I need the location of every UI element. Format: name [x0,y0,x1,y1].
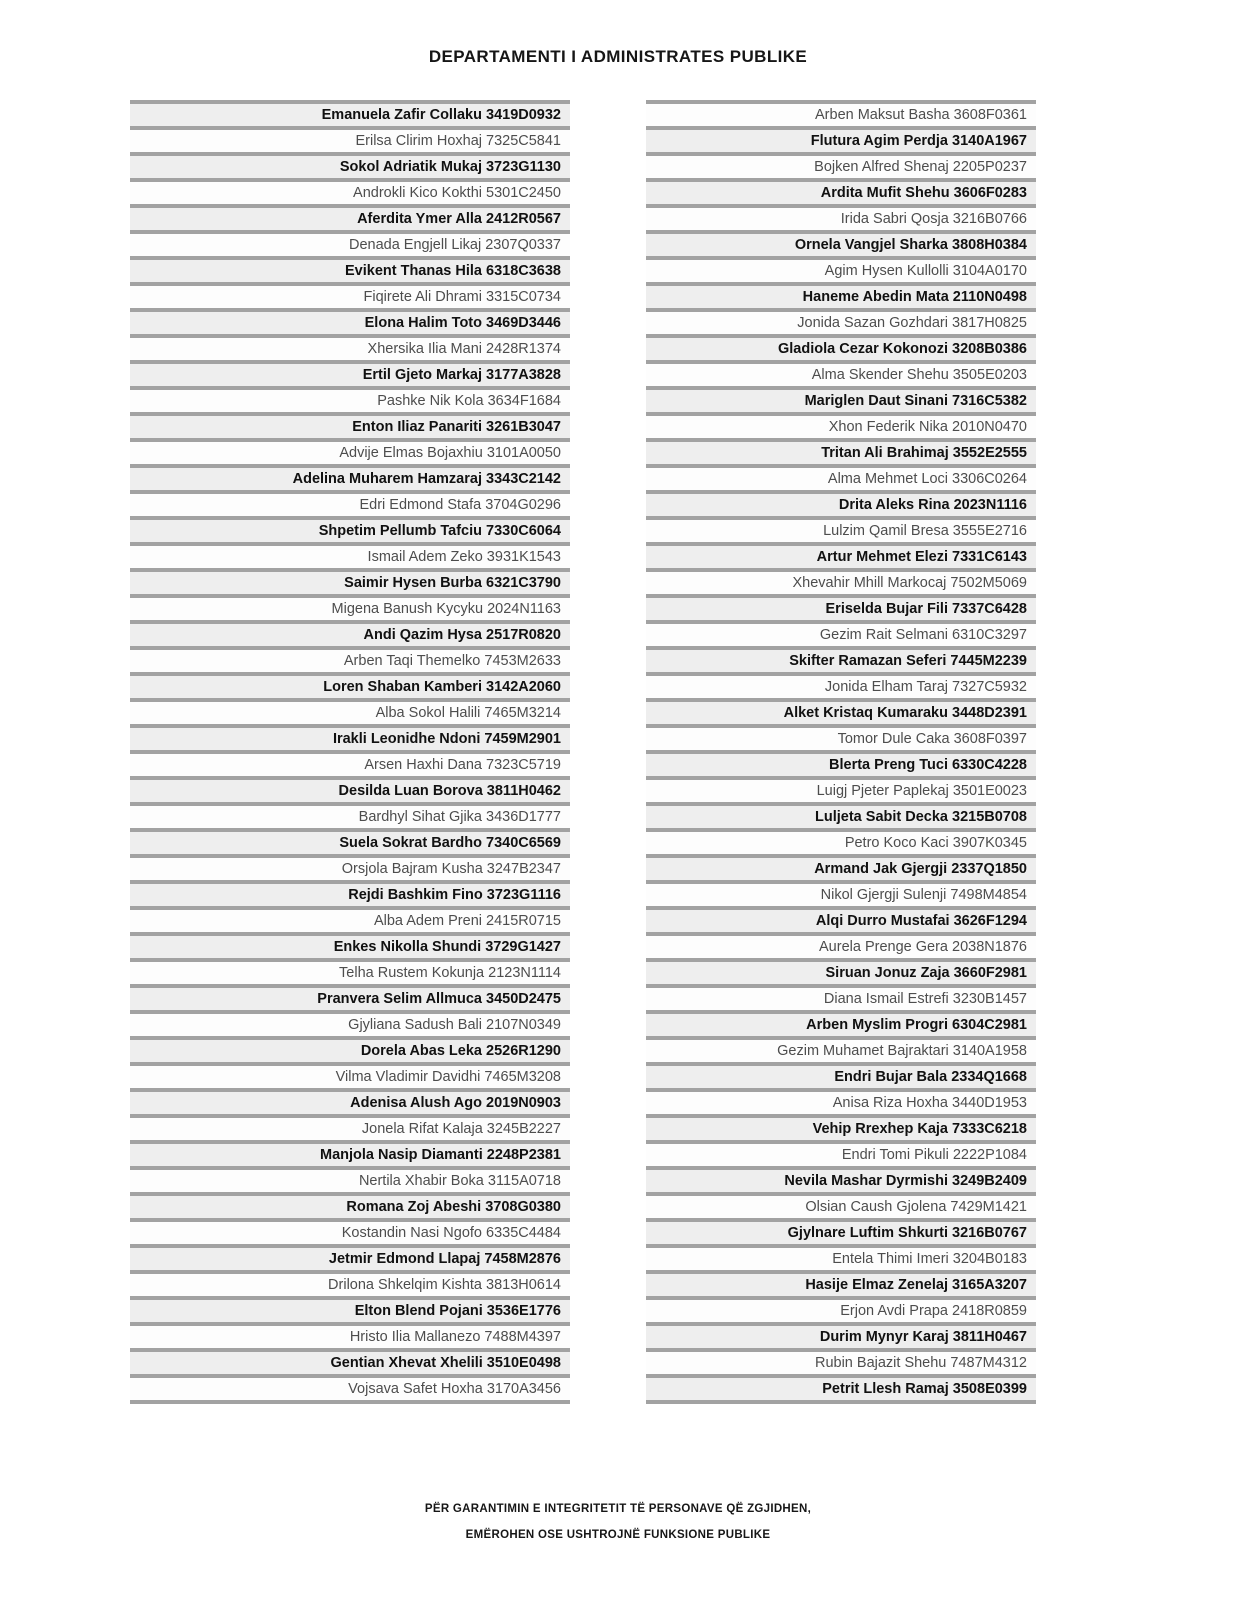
roster-row: Endri Tomi Pikuli 2222P1084 [646,1140,1036,1166]
roster-row: Gentian Xhevat Xhelili 3510E0498 [130,1348,570,1374]
roster-row: Desilda Luan Borova 3811H0462 [130,776,570,802]
roster-row: Hasije Elmaz Zenelaj 3165A3207 [646,1270,1036,1296]
roster-row: Irida Sabri Qosja 3216B0766 [646,204,1036,230]
roster-row: Evikent Thanas Hila 6318C3638 [130,256,570,282]
roster-row: Andi Qazim Hysa 2517R0820 [130,620,570,646]
roster-row: Gladiola Cezar Kokonozi 3208B0386 [646,334,1036,360]
roster-row: Irakli Leonidhe Ndoni 7459M2901 [130,724,570,750]
roster-row: Aurela Prenge Gera 2038N1876 [646,932,1036,958]
roster-row: Jetmir Edmond Llapaj 7458M2876 [130,1244,570,1270]
roster-row: Sokol Adriatik Mukaj 3723G1130 [130,152,570,178]
roster-column-right [646,100,1036,1404]
roster-row: Alba Adem Preni 2415R0715 [130,906,570,932]
roster-row: Elton Blend Pojani 3536E1776 [130,1296,570,1322]
roster-row: Adelina Muharem Hamzaraj 3343C2142 [130,464,570,490]
page-title: DEPARTAMENTI I ADMINISTRATES PUBLIKE [428,47,808,66]
roster-row: Lulzim Qamil Bresa 3555E2716 [646,516,1036,542]
roster-row: Alket Kristaq Kumaraku 3448D2391 [646,698,1036,724]
roster-row: Artur Mehmet Elezi 7331C6143 [646,542,1036,568]
roster-row: Drilona Shkelqim Kishta 3813H0614 [130,1270,570,1296]
roster-row: Elona Halim Toto 3469D3446 [130,308,570,334]
roster-row: Enton Iliaz Panariti 3261B3047 [130,412,570,438]
roster-row: Alma Skender Shehu 3505E0203 [646,360,1036,386]
roster-row: Erjon Avdi Prapa 2418R0859 [646,1296,1036,1322]
roster-row: Fiqirete Ali Dhrami 3315C0734 [130,282,570,308]
roster-row: Arben Maksut Basha 3608F0361 [646,100,1036,126]
roster-row: Nikol Gjergji Sulenji 7498M4854 [646,880,1036,906]
roster-row: Orsjola Bajram Kusha 3247B2347 [130,854,570,880]
roster-row: Durim Mynyr Karaj 3811H0467 [646,1322,1036,1348]
roster-row: Dorela Abas Leka 2526R1290 [130,1036,570,1062]
roster-row: Tomor Dule Caka 3608F0397 [646,724,1036,750]
roster-row: Bojken Alfred Shenaj 2205P0237 [646,152,1036,178]
roster-row: Pranvera Selim Allmuca 3450D2475 [130,984,570,1010]
roster-row: Ismail Adem Zeko 3931K1543 [130,542,570,568]
roster-row: Olsian Caush Gjolena 7429M1421 [646,1192,1036,1218]
roster-row: Vojsava Safet Hoxha 3170A3456 [130,1374,570,1400]
roster-row: Blerta Preng Tuci 6330C4228 [646,750,1036,776]
roster-row: Arben Taqi Themelko 7453M2633 [130,646,570,672]
roster-row: Vilma Vladimir Davidhi 7465M3208 [130,1062,570,1088]
roster-row: Haneme Abedin Mata 2110N0498 [646,282,1036,308]
roster-row: Siruan Jonuz Zaja 3660F2981 [646,958,1036,984]
roster-row: Anisa Riza Hoxha 3440D1953 [646,1088,1036,1114]
roster-row: Arben Myslim Progri 6304C2981 [646,1010,1036,1036]
roster-row: Jonela Rifat Kalaja 3245B2227 [130,1114,570,1140]
roster-row: Erilsa Clirim Hoxhaj 7325C5841 [130,126,570,152]
roster-row: Ertil Gjeto Markaj 3177A3828 [130,360,570,386]
roster-row: Petro Koco Kaci 3907K0345 [646,828,1036,854]
roster-row: Petrit Llesh Ramaj 3508E0399 [646,1374,1036,1400]
roster-row: Xhevahir Mhill Markocaj 7502M5069 [646,568,1036,594]
roster-row: Manjola Nasip Diamanti 2248P2381 [130,1140,570,1166]
roster-row: Alma Mehmet Loci 3306C0264 [646,464,1036,490]
roster-row: Xhon Federik Nika 2010N0470 [646,412,1036,438]
roster-row: Loren Shaban Kamberi 3142A2060 [130,672,570,698]
roster-row: Jonida Elham Taraj 7327C5932 [646,672,1036,698]
roster-row: Alba Sokol Halili 7465M3214 [130,698,570,724]
footer-line-1: PËR GARANTIMIN E INTEGRITETIT TË PERSONAVE QË ZGJIDHEN, [424,1503,812,1515]
roster [130,100,1236,1404]
roster-row: Gezim Muhamet Bajraktari 3140A1958 [646,1036,1036,1062]
roster-row: Ardita Mufit Shehu 3606F0283 [646,178,1036,204]
roster-row: Romana Zoj Abeshi 3708G0380 [130,1192,570,1218]
roster-row: Diana Ismail Estrefi 3230B1457 [646,984,1036,1010]
roster-row: Rubin Bajazit Shehu 7487M4312 [646,1348,1036,1374]
roster-row: Xhersika Ilia Mani 2428R1374 [130,334,570,360]
roster-row: Nevila Mashar Dyrmishi 3249B2409 [646,1166,1036,1192]
roster-row: Drita Aleks Rina 2023N1116 [646,490,1036,516]
roster-row: Gjyliana Sadush Bali 2107N0349 [130,1010,570,1036]
roster-row: Telha Rustem Kokunja 2123N1114 [130,958,570,984]
roster-row: Enkes Nikolla Shundi 3729G1427 [130,932,570,958]
roster-row: Luigj Pjeter Paplekaj 3501E0023 [646,776,1036,802]
roster-row: Denada Engjell Likaj 2307Q0337 [130,230,570,256]
footer [0,1496,1236,1548]
roster-row: Hristo Ilia Mallanezo 7488M4397 [130,1322,570,1348]
roster-row: Emanuela Zafir Collaku 3419D0932 [130,100,570,126]
roster-row: Mariglen Daut Sinani 7316C5382 [646,386,1036,412]
roster-row: Migena Banush Kycyku 2024N1163 [130,594,570,620]
roster-row: Jonida Sazan Gozhdari 3817H0825 [646,308,1036,334]
roster-row: Skifter Ramazan Seferi 7445M2239 [646,646,1036,672]
roster-row: Eriselda Bujar Fili 7337C6428 [646,594,1036,620]
roster-column-left [130,100,570,1404]
roster-row: Alqi Durro Mustafai 3626F1294 [646,906,1036,932]
roster-row: Entela Thimi Imeri 3204B0183 [646,1244,1036,1270]
roster-row: Nertila Xhabir Boka 3115A0718 [130,1166,570,1192]
roster-row: Luljeta Sabit Decka 3215B0708 [646,802,1036,828]
roster-row: Advije Elmas Bojaxhiu 3101A0050 [130,438,570,464]
roster-row: Androkli Kico Kokthi 5301C2450 [130,178,570,204]
roster-row: Adenisa Alush Ago 2019N0903 [130,1088,570,1114]
roster-row: Endri Bujar Bala 2334Q1668 [646,1062,1036,1088]
roster-row: Kostandin Nasi Ngofo 6335C4484 [130,1218,570,1244]
footer-line-2: EMËROHEN OSE USHTROJNË FUNKSIONE PUBLIKE [465,1529,771,1541]
roster-row: Agim Hysen Kullolli 3104A0170 [646,256,1036,282]
roster-row: Pashke Nik Kola 3634F1684 [130,386,570,412]
roster-row: Gezim Rait Selmani 6310C3297 [646,620,1036,646]
roster-row: Arsen Haxhi Dana 7323C5719 [130,750,570,776]
roster-row: Edri Edmond Stafa 3704G0296 [130,490,570,516]
roster-row: Suela Sokrat Bardho 7340C6569 [130,828,570,854]
roster-row: Armand Jak Gjergji 2337Q1850 [646,854,1036,880]
roster-row: Gjylnare Luftim Shkurti 3216B0767 [646,1218,1036,1244]
roster-row: Flutura Agim Perdja 3140A1967 [646,126,1036,152]
roster-row: Bardhyl Sihat Gjika 3436D1777 [130,802,570,828]
roster-row: Vehip Rrexhep Kaja 7333C6218 [646,1114,1036,1140]
roster-row: Shpetim Pellumb Tafciu 7330C6064 [130,516,570,542]
roster-row: Aferdita Ymer Alla 2412R0567 [130,204,570,230]
roster-row: Tritan Ali Brahimaj 3552E2555 [646,438,1036,464]
roster-row: Saimir Hysen Burba 6321C3790 [130,568,570,594]
roster-row: Rejdi Bashkim Fino 3723G1116 [130,880,570,906]
roster-row: Ornela Vangjel Sharka 3808H0384 [646,230,1036,256]
